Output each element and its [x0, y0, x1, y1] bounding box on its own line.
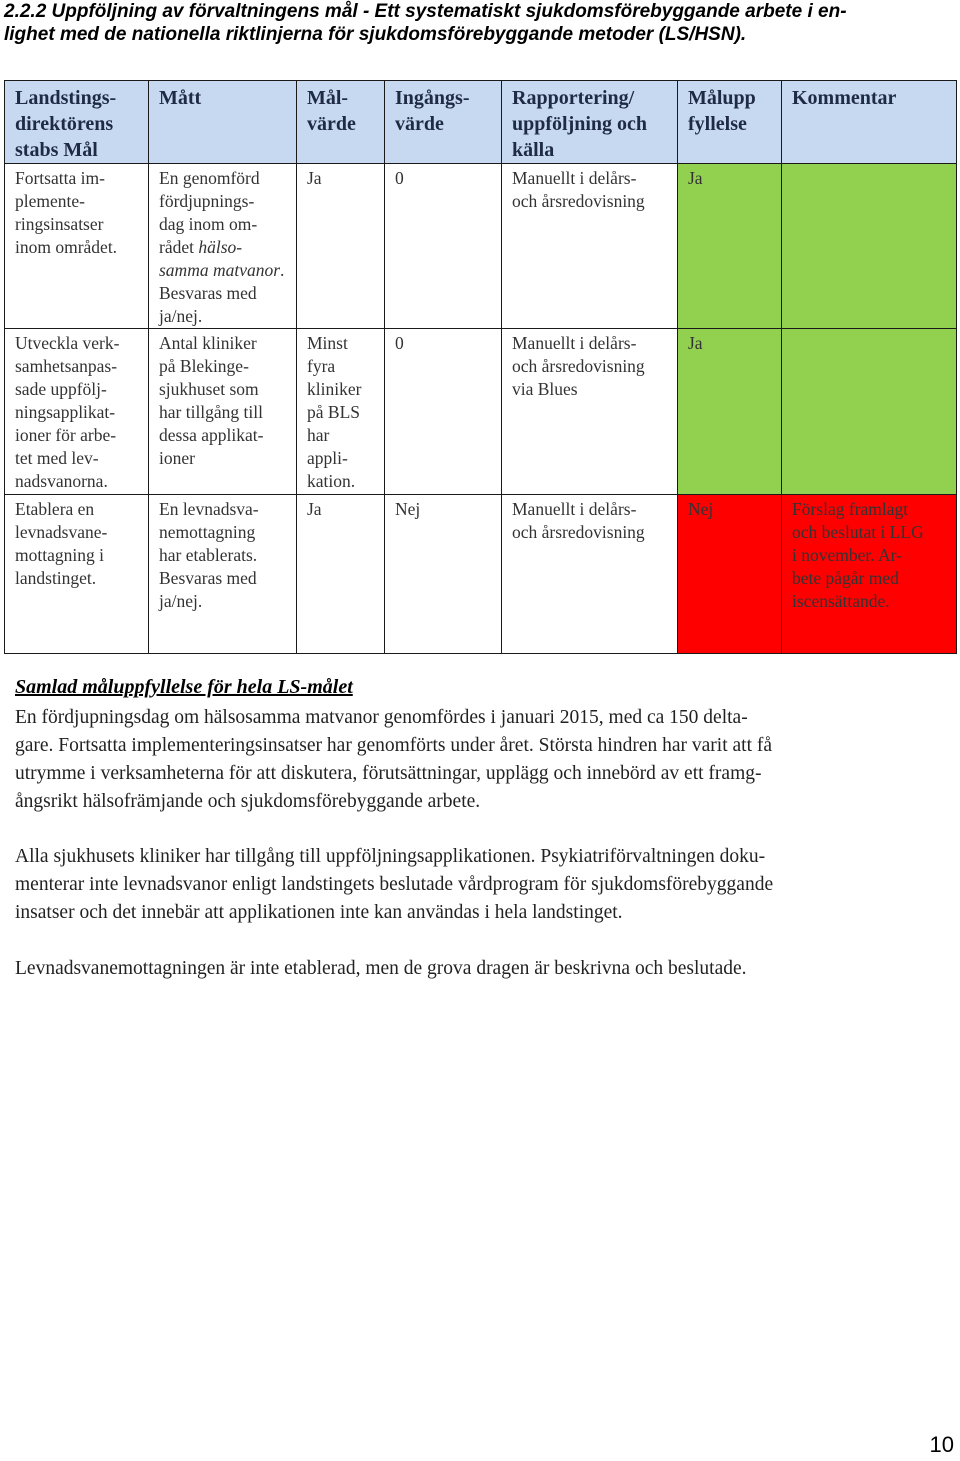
cell-reporting: Manuellt i delårs- och årsredovisning via Blues: [502, 329, 678, 495]
header-fulfilment: Målupp fyllelse: [678, 81, 782, 164]
goal-followup-table: [4, 80, 957, 654]
header-comment: Kommentar: [782, 81, 957, 164]
page-number: 10: [929, 1432, 954, 1457]
cell-goal: Fortsatta im- plemente- ringsinsatser inom området.: [5, 164, 149, 329]
cell-baseline-value: Nej: [385, 495, 502, 654]
cell-target-value: Ja: [297, 164, 385, 329]
heading-line: lighet med de nationella riktlinjerna för sjukdomsförebyggande metoder (LS/HSN).: [4, 24, 747, 45]
cell-reporting: Manuellt i delårs- och årsredovisning: [502, 164, 678, 329]
header-reporting: Rapportering/ uppföljning och källa: [502, 81, 678, 164]
cell-fulfilment-fulfilled: Ja: [678, 164, 782, 329]
cell-comment: [782, 329, 957, 495]
header-target-value: Mål- värde: [297, 81, 385, 164]
heading-line: 2.2.2 Uppföljning av förvaltningens mål - Ett systematiskt sjukdomsförebyggande arbete i en-: [4, 1, 847, 22]
cell-target-value: Minst fyra kliniker på BLS har appli- kation.: [297, 329, 385, 495]
table-row: [5, 164, 957, 329]
cell-baseline-value: 0: [385, 164, 502, 329]
cell-fulfilment-fulfilled: Ja: [678, 329, 782, 495]
cell-comment: [782, 164, 957, 329]
header-measure: Mått: [149, 81, 297, 164]
cell-baseline-value: 0: [385, 329, 502, 495]
cell-goal: Etablera en levnadsvane- mottagning i landstinget.: [5, 495, 149, 654]
cell-measure: Antal kliniker på Blekinge- sjukhuset som har tillgång till dessa applikat- ioner: [149, 329, 297, 495]
summary-paragraph: En fördjupningsdag om hälsosamma matvanor genomfördes i januari 2015, med ca 150 delta- gare. Fortsatta implementeringsinsatser har genomförts under året. Största hindren har varit att få utrymme i verksamheterna för att diskutera, förutsättningar, upplägg och innebörd av ett framg- ångsrikt hälsofrämjande och sjukdomsförebyggande arbete.: [15, 707, 773, 812]
cell-fulfilment-not-fulfilled: Nej: [678, 495, 782, 654]
section-heading: [4, 0, 954, 46]
header-goal: Landstings- direktörens stabs Mål: [5, 81, 149, 164]
cell-measure: En genomförd fördjupnings- dag inom om- rådet hälso- samma matvanor. Besvaras med ja/nej.: [149, 164, 297, 329]
cell-reporting: Manuellt i delårs- och årsredovisning: [502, 495, 678, 654]
table-row: [5, 495, 957, 654]
table-header-row: [5, 81, 957, 164]
summary-title: Samlad måluppfyllelse för hela LS-målet: [15, 676, 353, 698]
table-row: [5, 329, 957, 495]
summary-paragraph: Alla sjukhusets kliniker har tillgång till uppföljningsapplikationen. Psykiatriförvaltningen doku- menterar inte levnadsvanor enligt landstingets beslutade vårdprogram för sjukdomsförebyggande insatser och det innebär att applikationen inte kan användas i hela landstinget.: [15, 846, 774, 923]
header-baseline-value: Ingångs- värde: [385, 81, 502, 164]
cell-goal: Utveckla verk- samhetsanpas- sade uppfölj- ningsapplikat- ioner för arbe- tet med lev- nadsvanorna.: [5, 329, 149, 495]
summary-paragraph: Levnadsvanemottagningen är inte etablerad, men de grova dragen är beskrivna och beslutade.: [15, 958, 747, 979]
cell-measure: En levnadsva- nemottagning har etablerats. Besvaras med ja/nej.: [149, 495, 297, 654]
cell-target-value: Ja: [297, 495, 385, 654]
cell-comment: Förslag framlagt och beslutat i LLG i november. Ar- bete pågår med iscensättande.: [782, 495, 957, 654]
